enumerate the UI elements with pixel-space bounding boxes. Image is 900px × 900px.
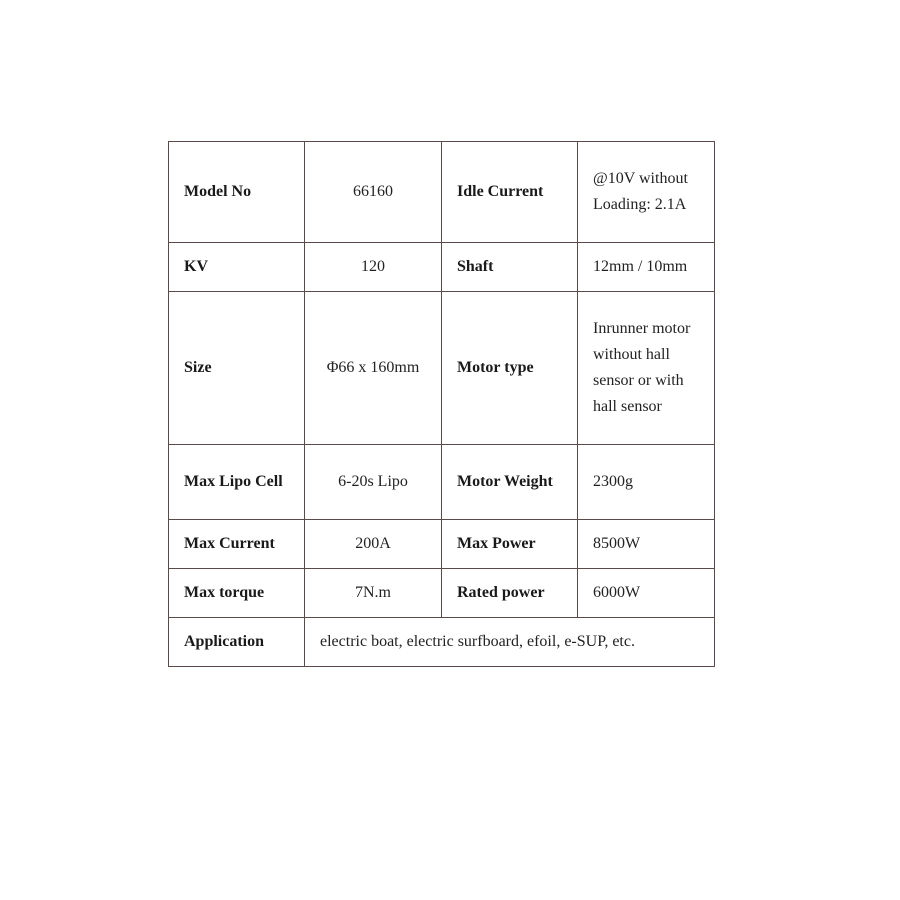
- max-power-value: 8500W: [578, 520, 715, 569]
- motor-type-label: Motor type: [442, 292, 578, 445]
- application-label: Application: [169, 618, 305, 667]
- table-row: [169, 142, 715, 243]
- motor-type-value: Inrunner motor without hall sensor or with hall sensor: [578, 292, 715, 445]
- table-row: [169, 243, 715, 292]
- max-torque-label: Max torque: [169, 569, 305, 618]
- max-power-label: Max Power: [442, 520, 578, 569]
- table-row: [169, 445, 715, 520]
- max-current-label: Max Current: [169, 520, 305, 569]
- idle-current-value: @10V without Loading: 2.1A: [578, 142, 715, 243]
- rated-power-label: Rated power: [442, 569, 578, 618]
- model-no-label: Model No: [169, 142, 305, 243]
- size-value: Φ66 x 160mm: [305, 292, 442, 445]
- table-row: [169, 569, 715, 618]
- motor-weight-label: Motor Weight: [442, 445, 578, 520]
- max-lipo-cell-value: 6-20s Lipo: [305, 445, 442, 520]
- motor-weight-value: 2300g: [578, 445, 715, 520]
- model-no-value: 66160: [305, 142, 442, 243]
- table-row: [169, 292, 715, 445]
- size-label: Size: [169, 292, 305, 445]
- shaft-label: Shaft: [442, 243, 578, 292]
- shaft-value: 12mm / 10mm: [578, 243, 715, 292]
- application-value: electric boat, electric surfboard, efoil, e-SUP, etc.: [305, 618, 715, 667]
- kv-label: KV: [169, 243, 305, 292]
- table-row: [169, 618, 715, 667]
- motor-spec-table: [168, 141, 715, 667]
- table-row: [169, 520, 715, 569]
- rated-power-value: 6000W: [578, 569, 715, 618]
- kv-value: 120: [305, 243, 442, 292]
- max-current-value: 200A: [305, 520, 442, 569]
- idle-current-label: Idle Current: [442, 142, 578, 243]
- max-lipo-cell-label: Max Lipo Cell: [169, 445, 305, 520]
- max-torque-value: 7N.m: [305, 569, 442, 618]
